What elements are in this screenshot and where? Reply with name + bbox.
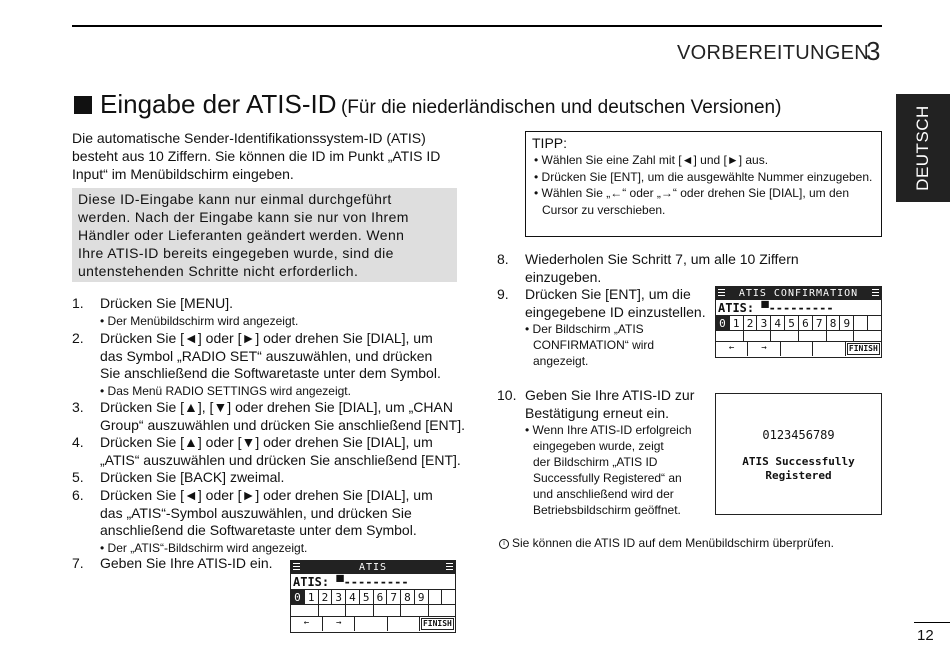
step-text: Geben Sie Ihre ATIS-ID ein. [100, 555, 273, 571]
language-tab [896, 94, 950, 202]
left-arrow-icon: ← [716, 342, 748, 356]
finish-softkey: FINISH [421, 618, 454, 630]
tip-title: TIPP: [532, 135, 568, 151]
digit-key: 3 [332, 590, 346, 604]
heading-sub: (Für die niederländischen und deutschen Versionen) [340, 97, 782, 118]
step-number: 2. [72, 330, 84, 346]
digit-key: 5 [360, 590, 374, 604]
step-bullet: der Bildschirm „ATIS ID [533, 455, 658, 469]
step-number: 5. [72, 469, 84, 485]
step-bullet: angezeigt. [533, 354, 589, 368]
right-arrow-icon: → [748, 342, 780, 356]
step-number: 10. [497, 387, 517, 403]
heading-main: Eingabe der ATIS-ID [100, 89, 337, 119]
step-text: Geben Sie Ihre ATIS-ID zur [525, 387, 695, 403]
digit-key: 4 [771, 316, 785, 330]
note-line: Diese ID-Eingabe kann nur einmal durchgeführt [78, 191, 392, 207]
note-line: untenstehenden Schritte nicht erforderlich. [78, 263, 359, 279]
digit-key: 6 [374, 590, 388, 604]
success-message-1: ATIS Successfully [742, 455, 855, 468]
step-number: 8. [497, 251, 509, 267]
lcd-title: ATIS [358, 562, 388, 573]
step-text: anschließend die Softwaretaste unter dem Symbol. [100, 522, 417, 538]
language-tab-label: DEUTSCH [913, 105, 932, 191]
digit-key: 5 [785, 316, 799, 330]
atis-success-display [715, 393, 882, 515]
digit-key: 1 [730, 316, 744, 330]
step-text: Drücken Sie [▲], [▼] oder drehen Sie [DIAL], um „CHAN [100, 399, 453, 415]
step-text: das Symbol „RADIO SET“ auszuwählen, und drücken [100, 347, 433, 364]
lcd-label: ATIS: [718, 301, 755, 315]
footnote-text: Sie können die ATIS ID auf dem Menübildschirm überprüfen. [512, 536, 834, 550]
tip-box [525, 131, 882, 237]
lcd-digit-grid [716, 316, 881, 331]
lcd-blank-row [716, 331, 881, 342]
step-bullet: CONFIRMATION“ wird [533, 338, 655, 352]
finish-softkey: FINISH [847, 343, 880, 355]
lcd-id-value: ▀--------- [336, 575, 409, 589]
lcd-digit-grid [291, 590, 455, 605]
right-arrow-icon: → [323, 617, 355, 631]
digit-key: 0 [291, 590, 305, 604]
digit-key: 2 [744, 316, 758, 330]
step-text: Drücken Sie [ENT], um die [525, 286, 691, 302]
step-text: eingegebene ID einzustellen. [525, 303, 706, 320]
chapter-number: 3 [866, 36, 881, 66]
digit-key: 6 [799, 316, 813, 330]
digit-key: 8 [401, 590, 415, 604]
step-bullet: eingegeben wurde, zeigt [533, 439, 664, 453]
step-bullet: und anschließend wird der [533, 487, 674, 501]
atis-confirmation-display [715, 286, 882, 358]
step-text: Drücken Sie [◄] oder [►] oder drehen Sie [DIAL], um [100, 487, 433, 503]
step-bullet: Successfully Registered“ an [533, 471, 682, 485]
heading-square-icon [74, 96, 92, 114]
lcd-id-row [716, 300, 881, 316]
lcd-id-value: ▀--------- [761, 301, 834, 315]
left-arrow-icon: ← [291, 617, 323, 631]
tip-item: • Wählen Sie „←“ oder „→“ oder drehen Sie [DIAL], um den Cursor zu verschieben. [534, 186, 850, 217]
digit-key: 8 [827, 316, 841, 330]
info-icon: i [499, 539, 509, 549]
digit-key: 0 [716, 316, 730, 330]
success-message-2: Registered [765, 469, 832, 482]
footer-rule [914, 622, 950, 623]
tip-item: • Drücken Sie [ENT], um die ausgewählte Nummer einzugeben. [534, 169, 873, 184]
lcd-title-bar [291, 561, 455, 574]
lcd-softkeys [716, 342, 881, 356]
lcd-title: ATIS CONFIRMATION [738, 288, 859, 299]
digit-key: 9 [840, 316, 854, 330]
step-number: 6. [72, 487, 84, 503]
digit-key: 3 [757, 316, 771, 330]
lcd-title-bar [716, 287, 881, 300]
intro-line: Input“ im Menübildschirm eingeben. [72, 166, 294, 182]
step-number: 7. [72, 555, 84, 571]
step-text: „ATIS“ auszuwählen und drücken Sie anschließend [ENT]. [100, 451, 461, 468]
step-text: Drücken Sie [▲] oder [▼] oder drehen Sie [DIAL], um [100, 434, 433, 450]
tip-item: • Wählen Sie eine Zahl mit [◄] und [►] aus. [534, 153, 769, 167]
page-number: 12 [917, 627, 934, 644]
footnote [499, 535, 834, 551]
step-number: 9. [497, 286, 509, 302]
note-line: Händler oder Lieferanten geändert werden. Wenn [78, 227, 405, 243]
intro-text [72, 129, 462, 183]
step-number: 3. [72, 399, 84, 415]
intro-line: Die automatische Sender-Identifikationssystem-ID (ATIS) [72, 130, 426, 146]
step-bullet: Betriebsbildschirm geöffnet. [533, 503, 681, 517]
step-text: Wiederholen Sie Schritt 7, um alle 10 Ziffern [525, 251, 799, 267]
success-id: 0123456789 [762, 428, 835, 442]
lcd-softkeys [291, 617, 455, 631]
step-bullet: • Das Menü RADIO SETTINGS wird angezeigt. [100, 383, 351, 398]
intro-line: besteht aus 10 Ziffern. Sie können die ID im Punkt „ATIS ID [72, 148, 441, 164]
step-bullet: • Der Menübildschirm wird angezeigt. [100, 313, 299, 328]
lcd-label: ATIS: [293, 575, 330, 589]
atis-input-display [290, 560, 456, 633]
step-bullet: • Der „ATIS“-Bildschirm wird angezeigt. [100, 540, 308, 555]
step-number: 1. [72, 295, 84, 311]
step-bullet: • Wenn Ihre ATIS-ID erfolgreich [525, 423, 692, 437]
note-line: werden. Nach der Eingabe kann sie nur von Ihrem [78, 209, 409, 225]
header-rule [72, 25, 882, 27]
digit-key: 7 [387, 590, 401, 604]
step-text: Drücken Sie [◄] oder [►] oder drehen Sie [DIAL], um [100, 330, 433, 346]
page-heading [100, 89, 781, 120]
note-box [72, 188, 457, 282]
step-text: Drücken Sie [MENU]. [100, 295, 234, 311]
digit-key: 2 [319, 590, 333, 604]
lcd-id-row [291, 574, 455, 590]
section-title: VORBEREITUNGEN [677, 42, 870, 64]
step-text: Sie anschließend die Softwaretaste unter dem Symbol. [100, 365, 441, 381]
step-text: Group“ auszuwählen und drücken Sie anschließend [ENT]. [100, 416, 465, 433]
digit-key: 9 [415, 590, 429, 604]
note-line: Ihre ATIS-ID bereits eingegeben wurde, sind die [78, 245, 394, 261]
step-number: 4. [72, 434, 84, 450]
step-text: das „ATIS“-Symbol auszuwählen, und drücken Sie [100, 504, 412, 521]
step-bullet: • Der Bildschirm „ATIS [525, 322, 644, 336]
digit-key: 1 [305, 590, 319, 604]
step-text: Bestätigung erneut ein. [525, 404, 669, 421]
lcd-blank-row [291, 605, 455, 617]
digit-key: 4 [346, 590, 360, 604]
step-text: Drücken Sie [BACK] zweimal. [100, 469, 285, 485]
step-text: einzugeben. [525, 268, 602, 285]
digit-key: 7 [813, 316, 827, 330]
